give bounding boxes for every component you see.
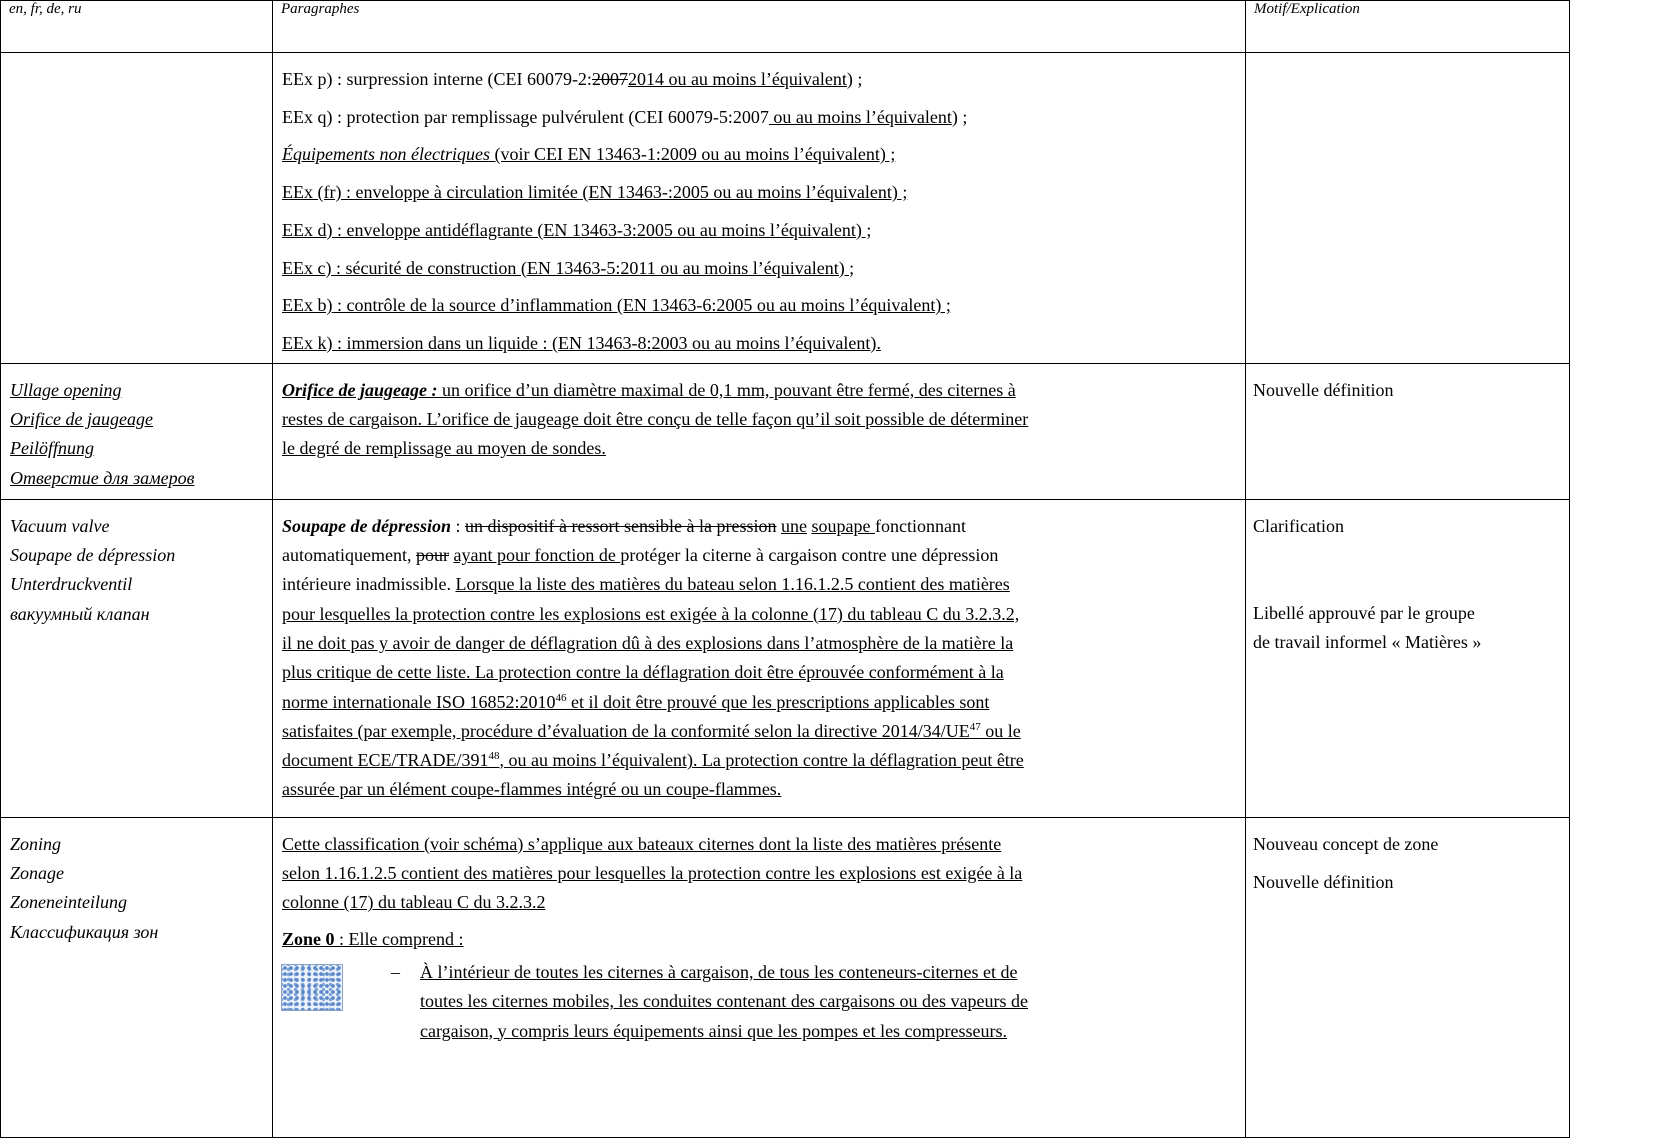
term-en: Zoning [10,833,62,854]
text-segment: EEx c) : sécurité de construction (EN 13463-5:2011 ou au moins l’équivalent) ; [282,257,855,278]
paragraph-cell [273,363,1246,499]
zone-0-text [420,958,1028,1046]
text-segment: un orifice d’un diamètre maximal de 0,1 mm, pouvant être fermé, des citernes à [437,379,1016,400]
deleted-text: 2007 [591,69,628,89]
text-segment: toutes les citernes mobiles, les conduites contenant des cargaisons ou des vapeurs de [420,991,1029,1012]
text-segment: plus critique de cette liste. La protection contre la déflagration doit être éprouvée conformément à la [282,662,1004,683]
text-segment: ou le [980,720,1021,741]
header-paragraphs [273,1,1246,53]
text-segment: restes de cargaison. L’orifice de jaugeage doit être conçu de telle façon qu’il soit possible de déterminer [282,408,1029,429]
motif-cell [1246,817,1570,1137]
eex-k-line [273,325,1245,363]
zone-0-label: Zone 0 [282,928,335,949]
inserted-text: ayant pour fonction de [453,545,621,566]
motif-text: Clarification [1253,515,1344,536]
zone-0-item [273,954,1245,1044]
text-segment: norme internationale ISO 16852:2010 [282,691,556,712]
footnote-48[interactable]: 48 [488,750,500,763]
term-de: Zoneneinteilung [10,892,127,913]
motif-text: Nouvelle définition [1253,379,1394,400]
text-segment: intérieure inadmissible. [282,574,456,595]
paragraph-cell [273,817,1246,1137]
paragraph-cell [273,53,1246,364]
text-segment: colonne (17) du tableau C du 3.2.3.2 [282,892,546,913]
table-row [1,499,1570,817]
text-segment: EEx q) : protection par remplissage pulvérulent (CEI 60079-5:2007 [282,106,769,127]
text-segment: ) ; [846,69,863,89]
text-segment: satisfaites (par exemple, procédure d’évaluation de la conformité selon la directive 2014/34/UE [282,720,970,741]
paragraph-cell [273,499,1246,817]
text-segment: automatiquement, [282,545,416,566]
table-row [1,53,1570,364]
text-segment: le degré de remplissage au moyen de sondes. [282,438,606,459]
text-segment: soupape [811,515,875,536]
text-segment: (voir CEI EN 13463-1:2009 ou au moins l’équivalent) ; [489,144,896,165]
motif-cell [1246,499,1570,817]
term-fr: Zonage [10,863,64,884]
eex-d-line [273,212,1245,250]
table-row [1,817,1570,1137]
term-ru: вакуумный клапан [10,603,150,624]
eex-q-line [273,99,1245,137]
deleted-text: pour [415,545,449,566]
text-segment: fonctionnant [874,515,966,536]
term-cell [1,817,273,1137]
term-cell [1,363,273,499]
term-de: Peilöffnung [10,438,94,459]
eex-c-line [273,250,1245,288]
defined-term: Soupape de dépression [282,515,452,536]
text-segment: selon 1.16.1.2.5 contient des matières pour lesquelles la protection contre les explosions est exigée à la [282,863,1023,884]
term-ru: Отверстие для замеров [10,467,195,488]
text-segment: assurée par un élément coupe-flammes intégré ou un coupe-flammes. [282,779,782,800]
motif-text: Nouvelle définition [1253,872,1394,893]
header-languages-text: en, fr, de, ru [9,1,82,17]
term-en: Ullage opening [10,379,122,400]
text-segment: document ECE/TRADE/391 [282,750,489,771]
text-segment: EEx d) : enveloppe antidéflagrante (EN 13463-3:2005 ou au moins l’équivalent) ; [282,219,872,240]
text-segment: protéger la citerne à cargaison contre une dépression [620,545,999,566]
motif-text: Nouveau concept de zone [1253,833,1439,854]
motif-text: de travail informel « Matières » [1253,632,1482,653]
text-segment: À l’intérieur de toutes les citernes à cargaison, de tous les conteneurs-citernes et de [420,962,1018,982]
text-segment: une [780,515,807,536]
text-segment: Équipements non électriques [282,144,490,165]
term-fr: Orifice de jaugeage [10,408,153,429]
text-segment: et il doit être prouvé que les prescriptions applicables sont [566,691,990,712]
text-segment: EEx (fr) : enveloppe à circulation limitée (EN 13463-:2005 ou au moins l’équivalent) ; [282,182,908,203]
text-segment: : Elle comprend : [334,928,464,949]
text-segment: ) ; [951,106,968,127]
list-dash: – [391,962,400,982]
header-motif [1246,1,1570,53]
non-electrical-line [273,136,1245,174]
term-en: Vacuum valve [10,515,110,536]
motif-cell [1246,363,1570,499]
text-segment: cargaison, y compris leurs équipements ainsi que les pompes et les compresseurs. [420,1020,1008,1041]
eex-p-line [273,61,1245,99]
header-motif-text: Motif/Explication [1254,1,1360,17]
inserted-text: ou au moins l’équivalent [768,106,952,127]
eex-fr-line [273,174,1245,212]
term-de: Unterdruckventil [10,574,133,595]
text-segment: Lorsque la liste des matières du bateau selon 1.16.1.2.5 contient des matières [455,574,1010,595]
deleted-text: un dispositif à ressort sensible à la pression [465,515,777,536]
term-ru: Классификация зон [10,921,159,942]
text-segment: , ou au moins l’équivalent). La protection contre la déflagration peut être [499,750,1024,771]
text-segment: Cette classification (voir schéma) s’applique aux bateaux citernes dont la liste des matières présente [282,833,1002,854]
motif-cell-empty [1246,53,1570,364]
text-segment: EEx b) : contrôle de la source d’inflammation (EN 13463-6:2005 ou au moins l’équivalent) ; [282,295,951,316]
term-cell [1,499,273,817]
inserted-text: 2014 ou au moins l’équivalent [627,69,847,89]
term-fr: Soupape de dépression [10,545,176,566]
table-row [1,363,1570,499]
defined-term: Orifice de jaugeage : [282,379,438,400]
term-cell-empty [1,53,273,364]
zone-0-hatch-swatch [281,964,343,1011]
text-segment: EEx p) : surpression interne (CEI 60079-2: [282,69,592,89]
eex-b-line [273,287,1245,325]
table-header-row [1,1,1570,53]
footnote-47[interactable]: 47 [969,720,981,733]
text-segment: pour lesquelles la protection contre les explosions est exigée à la colonne (17) du tableau C du 3.2.3.2, [282,603,1020,624]
motif-text: Libellé approuvé par le groupe [1253,603,1475,624]
text-segment: : [451,515,466,536]
header-languages [1,1,273,53]
text-segment: EEx k) : immersion dans un liquide : (EN 13463-8:2003 ou au moins l’équivalent). [282,332,881,353]
text-segment: il ne doit pas y avoir de danger de déflagration dû à des explosions dans l’atmosphère de la matière la [282,633,1014,653]
footnote-46[interactable]: 46 [555,691,567,704]
header-paragraphs-text: Paragraphes [281,1,360,17]
